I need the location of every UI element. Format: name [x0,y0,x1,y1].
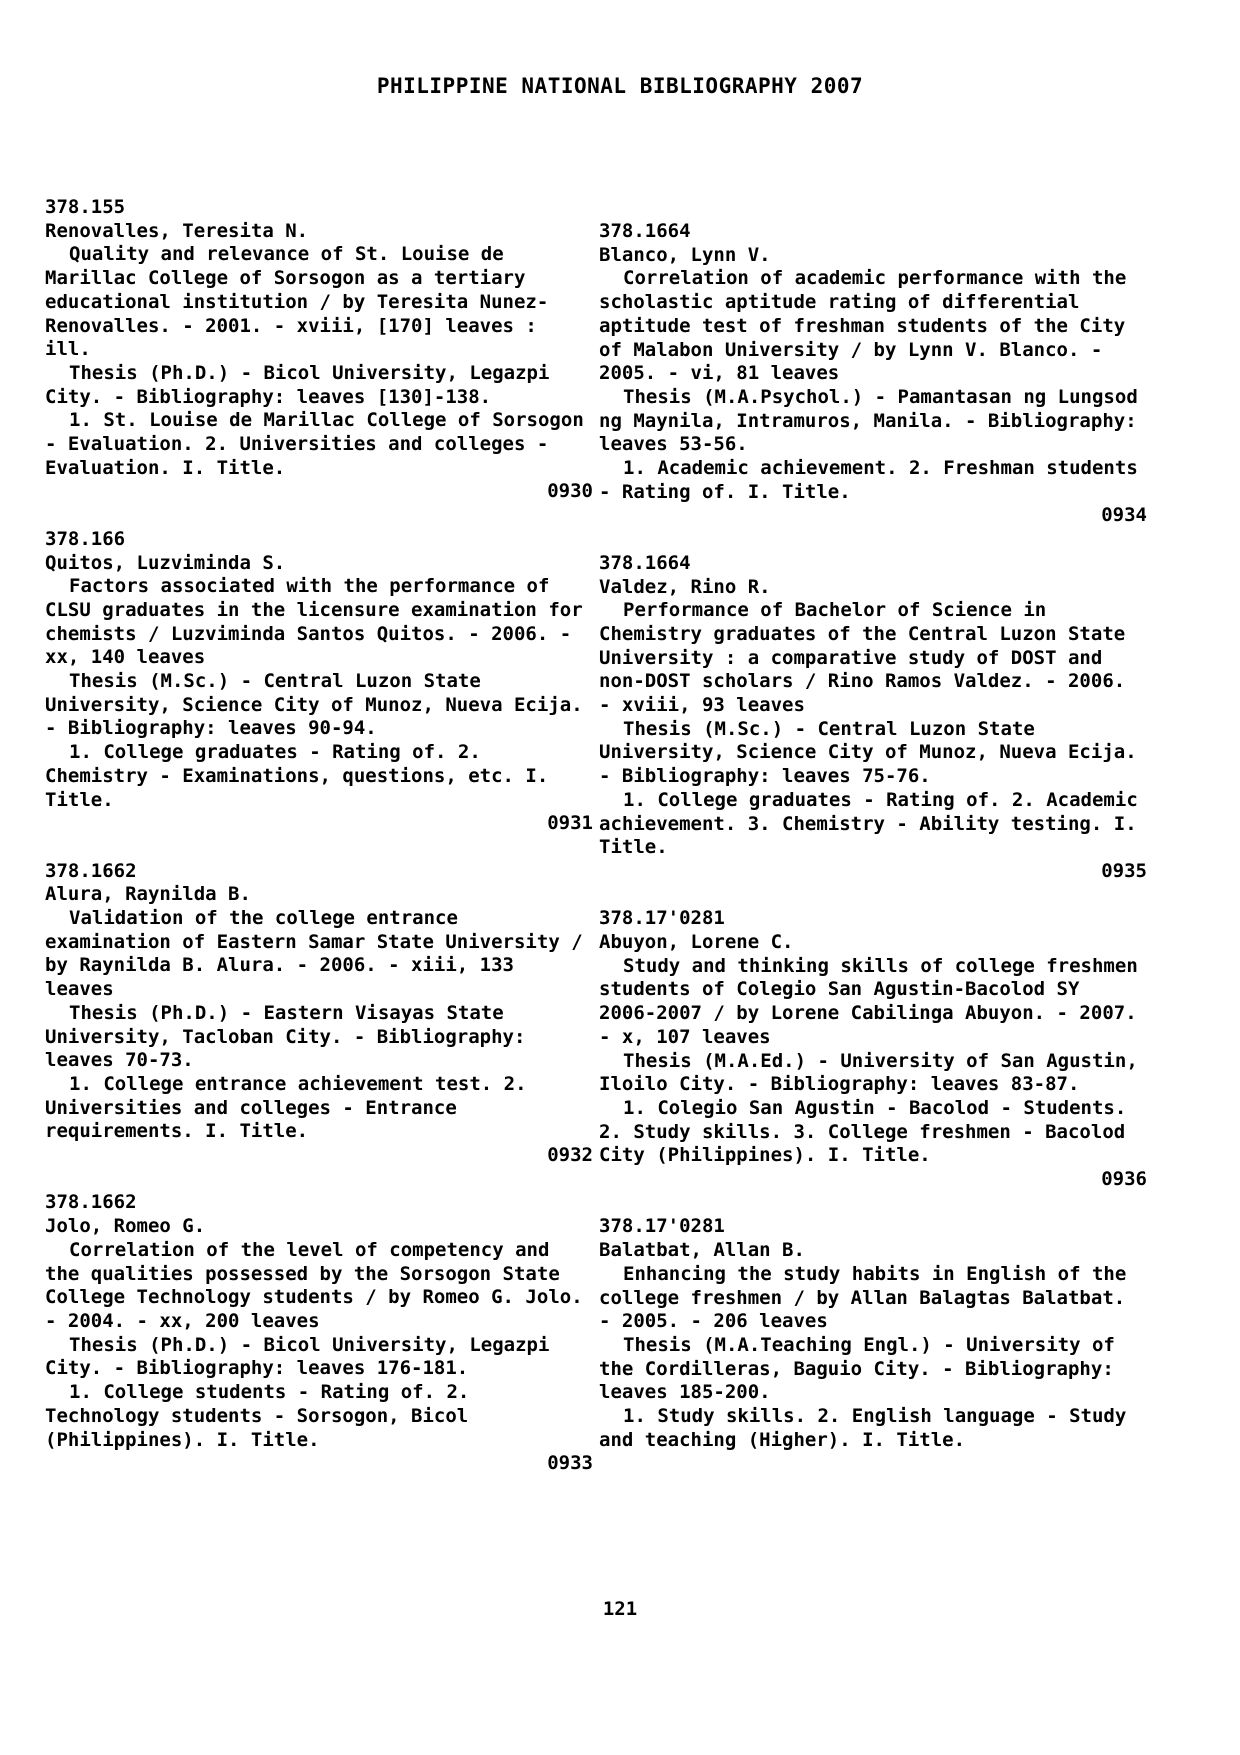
bibliography-entry [45,860,593,1168]
entry-number: 0932 [547,1144,593,1167]
page-number: 121 [602,1598,638,1620]
thesis-note: Thesis (M.Sc.) - Central Luzon State University, Science City of Munoz, Nueva Ecija. - Bibliography: leaves 90-94. [45,670,583,740]
class-number: 378.17'0281 [599,1215,725,1238]
subject-headings: 1. Academic achievement. 2. Freshman students - Rating of. I. Title. [599,457,1138,503]
author: Abuyon, Lorene C. [599,931,794,954]
subject-headings: 1. St. Louise de Marillac College of Sorsogon - Evaluation. 2. Universities and colleges - Evaluation. I. Title. [45,409,584,479]
thesis-note: Thesis (M.A.Ed.) - University of San Agustin, Iloilo City. - Bibliography: leaves 83-87. [599,1049,1138,1096]
thesis-note: Thesis (Ph.D.) - Bicol University, Legazpi City. - Bibliography: leaves [130]-138. [45,361,550,408]
subject-headings: 1. College entrance achievement test. 2. Universities and colleges - Entrance requirements. I. Title. [45,1072,527,1143]
subject-headings: 1. Study skills. 2. English language - Study and teaching (Higher). I. Title. [599,1405,1127,1451]
subject-headings: 1. College graduates - Rating of. 2. Academic achievement. 3. Chemistry - Ability testing. I. Title. [599,788,1138,859]
title-statement: Factors associated with the performance of CLSU graduates in the licensure examination for chemists / Luzviminda Santos Quitos. - 2006. - xx, 140 leaves [45,575,583,669]
thesis-note: Thesis (M.A.Psychol.) - Pamantasan ng Lungsod ng Maynila, Intramuros, Manila. - Bibliography: leaves 53-56. [599,385,1138,456]
title-statement: Correlation of the level of competency and the qualities possessed by the Sorsogon State College Technology students / by Romeo G. Jolo. - 2004. - xx, 200 leaves [45,1238,583,1332]
title-statement: Validation of the college entrance examination of Eastern Samar State University / by Raynilda B. Alura. - 2006. - xiii, 133 leaves [45,907,583,1001]
author: Blanco, Lynn V. [599,243,771,266]
thesis-note: Thesis (Ph.D.) - Bicol University, Legazpi City. - Bibliography: leaves 176-181. [45,1333,550,1380]
bibliography-entry [599,220,1147,528]
bibliography-entry [599,552,1147,884]
class-number: 378.1664 [599,220,691,242]
bibliography-entry [599,1215,1147,1452]
class-number: 378.155 [45,196,126,218]
author: Jolo, Romeo G. [45,1215,206,1238]
class-number: 378.1664 [599,551,691,574]
left-column [45,196,593,1500]
entry-number: 0930 [547,480,593,503]
class-number: 378.166 [45,527,126,550]
title-statement: Correlation of academic performance with the scholastic aptitude rating of differential aptitude test of freshman students of the City of Malabon University / by Lynn V. Blanco. - 2005. - vi, 81 leaves [599,267,1127,385]
bibliography-entry [45,1191,593,1475]
bibliography-entry [599,907,1147,1191]
entry-number: 0931 [547,812,593,835]
title-statement: Enhancing the study habits in English of the college freshmen / by Allan Balagtas Balatbat. - 2005. - 206 leaves [599,1262,1127,1333]
entry-number: 0934 [1101,504,1147,527]
subject-headings: 1. College graduates - Rating of. 2. Chemistry - Examinations, questions, etc. I. Title. [45,741,549,811]
bibliography-entry [45,196,593,504]
page-title: PHILIPPINE NATIONAL BIBLIOGRAPHY 2007 [376,74,864,98]
entry-number: 0935 [1101,859,1147,882]
title-statement: Quality and relevance of St. Louise de Marillac College of Sorsogon as a tertiary educational institution / by Teresita Nunez-Renovalles. - 2001. - xviii, [170] leaves : ill. [45,243,549,361]
entry-number: 0933 [547,1452,593,1475]
class-number: 378.1662 [45,1191,137,1214]
bibliography-entry [45,528,593,836]
author: Valdez, Rino R. [599,575,771,598]
thesis-note: Thesis (M.Sc.) - Central Luzon State University, Science City of Munoz, Nueva Ecija. - Bibliography: leaves 75-76. [599,717,1137,788]
author: Quitos, Luzviminda S. [45,551,286,574]
class-number: 378.1662 [45,859,137,882]
subject-headings: 1. College students - Rating of. 2. Technology students - Sorsogon, Bicol (Philippines). I. Title. [45,1381,470,1451]
class-number: 378.17'0281 [599,907,725,930]
thesis-note: Thesis (M.A.Teaching Engl.) - University of the Cordilleras, Baguio City. - Bibliography: leaves 185-200. [599,1334,1115,1404]
title-statement: Performance of Bachelor of Science in Chemistry graduates of the Central Luzon State University : a comparative study of DOST and non-DOST scholars / Rino Ramos Valdez. - 2006. - xviii, 93 leaves [599,599,1126,717]
title-statement: Study and thinking skills of college freshmen students of Colegio San Agustin-Bacolod SY 2006-2007 / by Lorene Cabilinga Abuyon. - 2007. - x, 107 leaves [599,954,1138,1048]
right-column [599,220,1147,1476]
thesis-note: Thesis (Ph.D.) - Eastern Visayas State University, Tacloban City. - Bibliography: leaves 70-73. [45,1001,526,1072]
author: Alura, Raynilda B. [45,883,251,906]
author: Renovalles, Teresita N. [45,219,309,242]
entry-number: 0936 [1101,1168,1147,1191]
subject-headings: 1. Colegio San Agustin - Bacolod - Students. 2. Study skills. 3. College freshmen - Bacolod City (Philippines). I. Title. [599,1096,1127,1167]
author: Balatbat, Allan B. [599,1239,805,1262]
